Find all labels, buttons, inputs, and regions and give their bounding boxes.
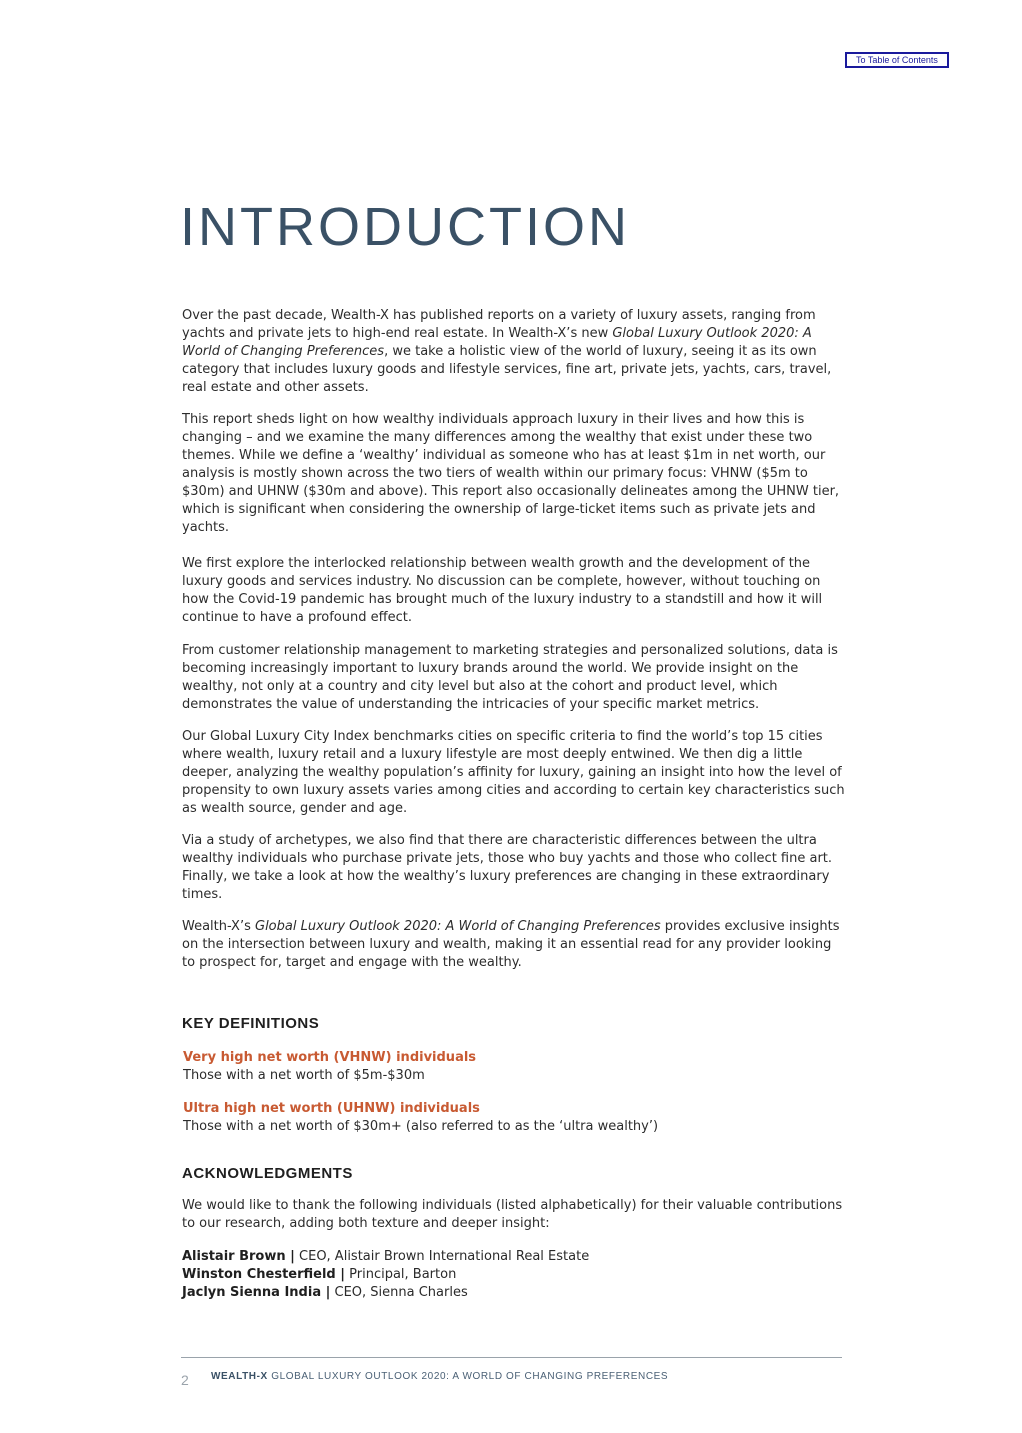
page-number: 2 — [181, 1372, 189, 1388]
table-of-contents-link[interactable]: To Table of Contents — [845, 52, 949, 68]
definition-vhnw — [183, 1049, 843, 1085]
footer-running-title: WEALTH-X GLOBAL LUXURY OUTLOOK 2020: A WORLD OF CHANGING PREFERENCES — [211, 1371, 669, 1382]
list-item — [182, 1266, 847, 1284]
paragraph-3: We first explore the interlocked relationship between wealth growth and the development of the luxury goods and services industry. No discussion can be complete, however, without touching on how the Covid-19 pandemic has brought much of the luxury industry to a standstill and how it will continue to have a profound effect. — [182, 556, 823, 625]
acknowledgments-heading: ACKNOWLEDGMENTS — [182, 1165, 353, 1182]
acknowledgments-list — [182, 1248, 847, 1302]
intro-body — [182, 307, 847, 972]
person-name: Alistair Brown | — [182, 1249, 295, 1264]
paragraph-6: Via a study of archetypes, we also find that there are characteristic differences between the ultra wealthy individuals who purchase private jets, those who buy yachts and those who collect fine art. Finally, we take a look at how the wealthy’s luxury preferences are changing in these extraordinary times. — [182, 833, 833, 902]
paragraph-4: From customer relationship management to marketing strategies and personalized solutions, data is becoming increasingly important to luxury brands around the world. We provide insight on the wealthy, not only at a country and city level but also at the cohort and product level, which demonstrates the value of understanding the intricacies of your specific market metrics. — [182, 643, 838, 712]
definition-description: Those with a net worth of $30m+ (also referred to as the ‘ultra wealthy’) — [183, 1119, 659, 1134]
paragraph-7: Wealth-X’s Global Luxury Outlook 2020: A World of Changing Preferences provides exclusive insights on the intersection between luxury and wealth, making it an essential read for any provider looking to prospect for, target and engage with the wealthy. — [182, 919, 840, 970]
definition-term: Ultra high net worth (UHNW) individuals — [183, 1101, 480, 1116]
person-name: Jaclyn Sienna India | — [182, 1285, 331, 1300]
person-role: CEO, Sienna Charles — [330, 1285, 468, 1300]
paragraph-1: Over the past decade, Wealth-X has published reports on a variety of luxury assets, ranging from yachts and private jets to high-end real estate. In Wealth-X’s new Global Luxury Outlook 2020: A World of Changing Preferences, we take a holistic view of the world of luxury, seeing it as its own category that includes luxury goods and lifestyle services, fine art, private jets, yachts, cars, travel, real estate and other assets. — [182, 308, 832, 395]
person-name: Winston Chesterfield | — [182, 1267, 345, 1282]
page-title: INTRODUCTION — [180, 197, 630, 257]
person-role: CEO, Alistair Brown International Real Estate — [294, 1249, 590, 1264]
report-title-italic: Global Luxury Outlook 2020: A World of Changing Preferences — [255, 919, 661, 934]
person-role: Principal, Barton — [345, 1267, 457, 1282]
paragraph-2: This report sheds light on how wealthy individuals approach luxury in their lives and how this is changing – and we examine the many differences among the wealthy that exist under these two themes. While we define a ‘wealthy’ individual as someone who has at least $1m in net worth, our analysis is mostly shown across the two tiers of wealth within our primary focus: VHNW ($5m to $30m) and UHNW ($30m and above). This report also occasionally delineates among the UHNW tier, which is significant when considering the ownership of large-ticket items such as private jets and yachts. — [182, 412, 840, 535]
definition-description: Those with a net worth of $5m-$30m — [183, 1068, 425, 1083]
acknowledgments-intro: We would like to thank the following individuals (listed alphabetically) for their valuable contributions to our research, adding both texture and deeper insight: — [182, 1198, 843, 1231]
paragraph-5: Our Global Luxury City Index benchmarks cities on specific criteria to find the world’s top 15 cities where wealth, luxury retail and a luxury lifestyle are most deeply entwined. We then dig a little deeper, analyzing the wealthy population’s affinity for luxury, gaining an insight into how the level of propensity to own luxury assets varies among cities and according to certain key characteristics such as wealth source, gender and age. — [182, 729, 845, 816]
footer-divider — [181, 1357, 842, 1358]
list-item — [182, 1248, 847, 1266]
list-item — [182, 1284, 847, 1302]
key-definitions-heading: KEY DEFINITIONS — [182, 1015, 320, 1032]
footer-brand: WEALTH-X — [211, 1371, 268, 1382]
report-title-italic: Global Luxury Outlook 2020: A World of Changing Preferences — [182, 326, 812, 359]
definition-uhnw — [183, 1100, 843, 1136]
definition-term: Very high net worth (VHNW) individuals — [183, 1050, 477, 1065]
